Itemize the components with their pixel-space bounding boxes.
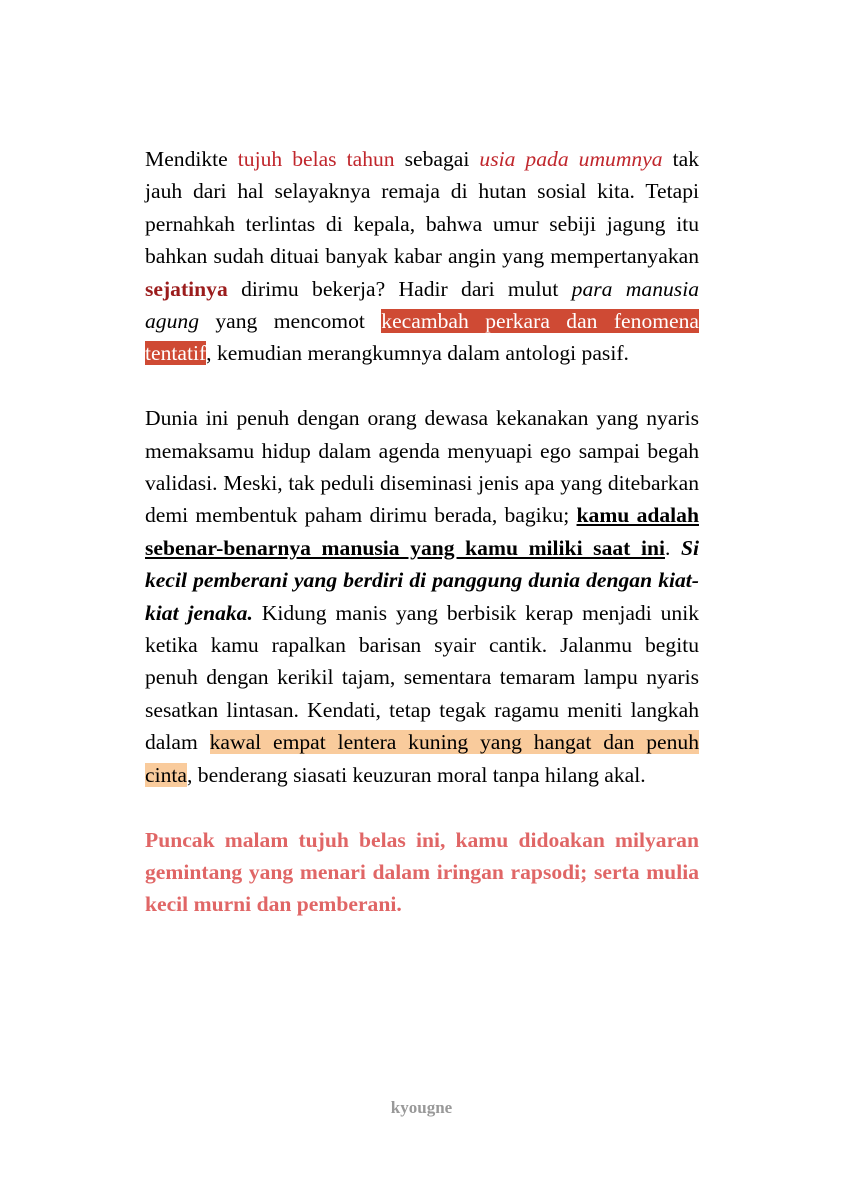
p2-bold-italic-phrase: Si kecil pemberani yang berdiri di panggung dunia dengan kiat-kiat jenaka. bbox=[145, 535, 700, 625]
author-signature: kyougne bbox=[390, 1098, 453, 1117]
p1-red-phrase: tujuh belas tahun bbox=[237, 147, 395, 171]
p1-bold-red-word: sejatinya bbox=[145, 276, 228, 301]
p1-red-highlight: kecambah perkara dan fenomena tentatif bbox=[145, 309, 699, 366]
paragraph-1 bbox=[145, 143, 699, 370]
closing-paragraph: Puncak malam tujuh belas ini, kamu didoakan milyaran gemintang yang menari dalam iringan rapsodi; serta mulia kecil murni dan pemberani. bbox=[145, 827, 699, 917]
p2-text-2: . bbox=[664, 535, 681, 560]
p1-italic-phrase: para manusia agung bbox=[145, 276, 699, 334]
body-text bbox=[145, 143, 699, 921]
paragraph-gap bbox=[145, 791, 699, 823]
p1-text-1: Mendikte bbox=[145, 147, 238, 171]
p1-text-4: dirimu bekerja? Hadir dari mulut bbox=[227, 276, 572, 301]
p1-red-italic-phrase: usia pada umumnya bbox=[479, 147, 663, 171]
paragraph-gap bbox=[145, 370, 699, 402]
p1-text-6: , kemudian merangkumnya dalam antologi pasif. bbox=[206, 341, 629, 366]
p1-text-2: sebagai bbox=[394, 147, 480, 171]
p2-text-1: Dunia ini penuh dengan orang dewasa kekanakan yang nyaris memaksamu hidup dalam agenda menyuapi ego sampai begah validasi. Meski, tak peduli diseminasi jenis apa yang ditebarkan demi membentuk paham dirimu berada, bagiku; bbox=[145, 406, 699, 528]
p2-text-4: , benderang siasati keuzuran moral tanpa hilang akal. bbox=[186, 762, 646, 787]
p2-bold-underline-phrase: kamu adalah sebenar-benarnya manusia yang kamu miliki saat ini bbox=[145, 503, 699, 560]
p1-text-3: tak jauh dari hal selayaknya remaja di hutan sosial kita. Tetapi pernahkah terlintas di kepala, bahwa umur sebiji jagung itu bahkan sudah dituai banyak kabar angin yang mempertanyakan bbox=[145, 147, 700, 269]
p2-peach-highlight: kawal empat lentera kuning yang hangat dan penuh cinta bbox=[145, 730, 699, 787]
p2-text-3: Kidung manis yang berbisik kerap menjadi unik ketika kamu rapalkan barisan syair cantik. Jalanmu begitu penuh dengan kerikil tajam, sementara temaram lampu nyaris sesatkan lintasan. Kendati, tetap tegak ragamu meniti langkah dalam bbox=[145, 600, 699, 755]
p1-text-5: yang mencomot bbox=[198, 309, 382, 334]
paragraph-2 bbox=[145, 402, 699, 791]
